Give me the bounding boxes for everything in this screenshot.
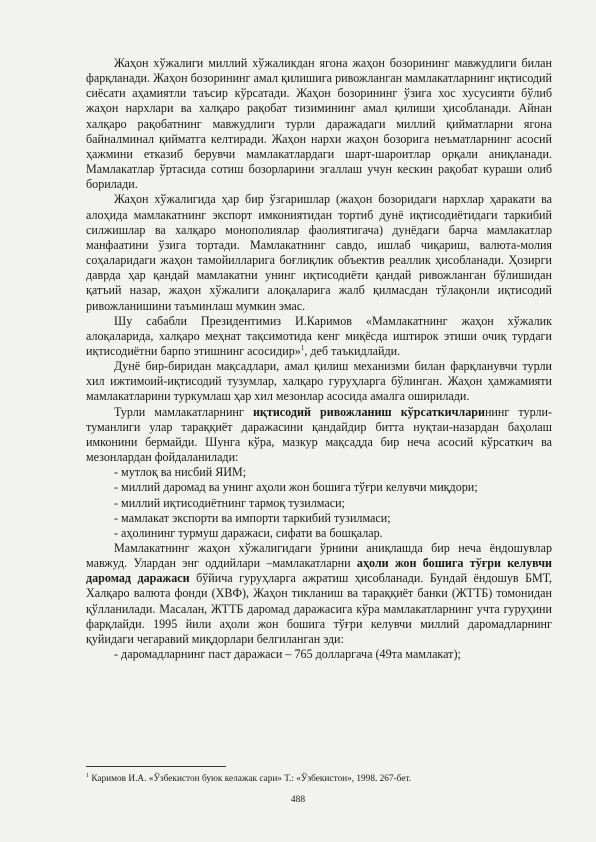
page-body [86, 56, 552, 662]
quote-text: Шу сабабли Президентимиз И.Каримов «Мамлакатнинг жаҳон хўжалик алоқаларида, халқаро меҳнат тақсимотида кенг миқёсда иштирок этиши очиқ турдаги иқтисодиётни барпо этишнинг асосидир» [86, 313, 552, 358]
footnote-text: Каримов И.А. «Ўзбекистон буюк келажак сари» Т.: «Ўзбекистон», 1998. 267-бет. [89, 774, 412, 785]
footnote [86, 771, 552, 785]
indicator-list-item: - мутлоқ ва нисбий ЯИМ; [114, 465, 247, 480]
paragraph-indicators [86, 405, 552, 466]
indicators-after: нинг турли-туманлиги улар тараққиёт даражасини қандайдир битта нуқтаи-назардан баҳолаш имконини бермайди. Шунга кўра, мазкур мақсадда бир неча асосий кўрсаткич ва мезонлардан фойдаланилади: [86, 404, 552, 465]
income-bold: аҳоли жон бошига тўғри келувчи даромад даражаси [86, 556, 552, 586]
page-number: 488 [290, 795, 306, 805]
indicators-before: Турли мамлакатларнинг [114, 404, 253, 419]
paragraph-president-quote [86, 314, 552, 359]
indicator-list-item: - мамлакат экспорти ва импорти таркибий тузилмаси; [114, 510, 391, 525]
indicator-list-item: - аҳолининг турмуш даражаси, сифати ва бошқалар. [114, 525, 383, 540]
footnote-divider [86, 766, 226, 767]
indicator-list-item: - миллий иқтисодиётнинг тармоқ тузилмаси; [114, 495, 345, 510]
footnote-number: 1 [86, 773, 89, 779]
quote-after: , деб таъкидлайди. [304, 343, 401, 358]
paragraph-income-approach [86, 541, 552, 647]
paragraph-world-changes: Жаҳон хўжалигида ҳар бир ўзгаришлар (жаҳон бозоридаги нархлар ҳаракати ва алоҳида мамлакатнинг экспорт имкониятидан тортиб дунё иқтисодиётидаги таркибий силжишлар ва халқаро монополиялар фаолиятигача) дунёдаги барча мамлакатлар манфаатини ўзига тортади. Мамлакатнинг савдо, ишлаб чиқариш, валюта-молия соҳаларидаги жаҳон тамойилларига боғлиқлик объектив реаллик ҳисобланади. Ҳозирги даврда ҳар қандай мамлакатни унинг иқтисодиёти қандай ривожланган бўлишидан қатъий назар, жаҳон хўжалиги алоқаларига жалб қилмасдан тўлақонли иқтисодий ривожланишини таъминлаш мумкин эмас. [86, 192, 552, 313]
indicator-list-item: - миллий даромад ва унинг аҳоли жон бошига тўғри келувчи миқдори; [114, 480, 478, 495]
income-after: бўйича гуруҳларга ажратиш ҳисобланади. Бундай ёндошув БМТ, Халқаро валюта фонди (ХВФ), Жаҳон тикланиш ва тараққиёт банки (ЖТТБ) томонидан қўлланилади. Масалан, ЖТТБ даромад даражасига кўра мамлакатларнинг учта гуруҳини фарқлайди. 1995 йили аҳоли жон бошига тўғри келувчи миллий даромадларнинг қуйидаги чегаравий миқдорлари белгиланган эди: [86, 571, 552, 646]
income-before: Мамлакатнинг жаҳон хўжалигидаги ўрнини аниқлашда бир неча ёндошувлар мавжуд. Улардан энг оддийлари –мамлакатларни [86, 541, 552, 571]
income-list-item: - даромадларнинг паст даражаси – 765 долларгача (49та мамлакат); [114, 647, 461, 662]
paragraph-world-economy: Жаҳон хўжалиги миллий хўжаликдан ягона жаҳон бозорининг мавжудлиги билан фарқланади. Жаҳон бозорининг амал қилишига ривожланган мамлакатларнинг иқтисодий сиёсати аҳамиятли таъсир кўрсатади. Жаҳон бозорининг ўзига хос хусусияти бўлиб жаҳон нархлари ва халқаро рақобат тизимининг амал қилиши ҳисобланади. Айнан халқаро рақобатнинг мавжудлиги турли даражадаги миллий қийматларни ягона байналминал қийматга келтиради. Жаҳон нархи жаҳон бозорига неъматларнинг асосий ҳажмини етказиб берувчи мамлакатлардаги шарт-шароитлар орқали аниқланади. Мамлакатлар ўртасида сотиш бозорларини эгаллаш учун кескин рақобат кураши олиб борилади. [86, 56, 552, 192]
footnote-marker[interactable]: 1 [300, 343, 305, 352]
indicators-bold: иқтисодий ривожланиш кўрсаткичлари [252, 404, 485, 419]
paragraph-world-divisions: Дунё бир-биридан мақсадлари, амал қилиш механизми билан фарқланувчи турли хил ижтимоий-иқтисодий тузумлар, халқаро гуруҳларга бўлинган. Жаҳон ҳамжамияти мамлакатларини туркумлаш ҳар хил мезонлар асосида амалга оширилади. [86, 359, 552, 404]
